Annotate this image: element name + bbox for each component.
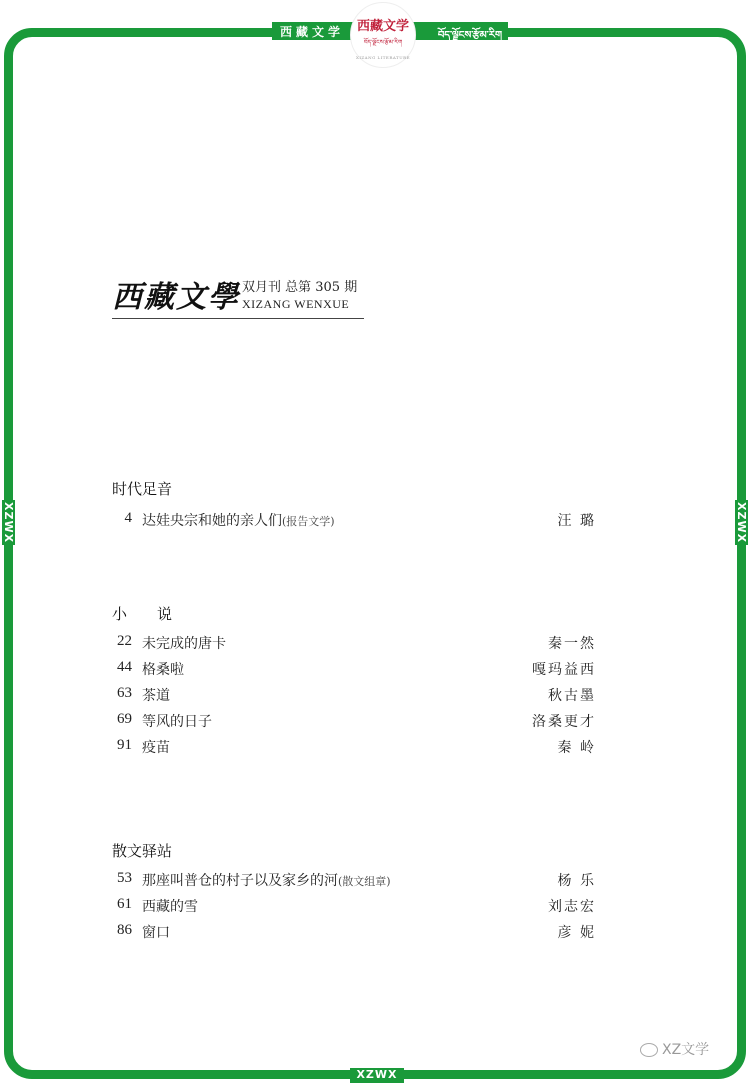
- toc-entry[interactable]: [112, 659, 596, 679]
- article-genre-note: (散文组章): [338, 875, 391, 888]
- author: 彦 妮: [557, 925, 596, 941]
- section-title: 时代足音: [112, 480, 173, 498]
- banner-title: 西藏文学: [280, 25, 345, 39]
- side-label-left: XZWX: [2, 502, 15, 544]
- toc-entry[interactable]: [112, 711, 596, 731]
- author: 杨 乐: [557, 873, 596, 889]
- author: 汪 璐: [557, 513, 596, 529]
- toc-entry[interactable]: [112, 896, 596, 916]
- page-number: 86: [117, 922, 132, 938]
- author: 秦 岭: [557, 740, 596, 756]
- masthead-logo: 西藏文學: [112, 280, 240, 315]
- emblem-tibetan: བོད་ལྗོངས་རྩོམ་རིག: [363, 39, 403, 46]
- toc-entry[interactable]: [112, 633, 596, 653]
- toc-entry[interactable]: [112, 685, 596, 705]
- toc-entry[interactable]: [112, 922, 596, 942]
- toc-entry[interactable]: [112, 510, 596, 530]
- article-title: 疫苗: [142, 740, 170, 756]
- article-title: 等风的日子: [142, 714, 212, 730]
- masthead: [112, 272, 364, 319]
- issue-number: 双月刊 总第 305 期: [242, 280, 358, 295]
- wechat-icon: [640, 1043, 658, 1057]
- author: 刘志宏: [548, 899, 596, 915]
- toc-entry[interactable]: [112, 870, 596, 890]
- page-number: 63: [117, 685, 132, 701]
- watermark: [640, 1039, 709, 1059]
- author: 秦一然: [548, 636, 596, 652]
- author: 秋古墨: [548, 688, 596, 704]
- article-title: 西藏的雪: [142, 899, 198, 915]
- section-title: 小 说: [112, 605, 173, 623]
- page-number: 22: [117, 633, 132, 649]
- article-title: 茶道: [142, 688, 170, 704]
- watermark-text: XZ文学: [662, 1042, 710, 1058]
- page-number: 69: [117, 711, 132, 727]
- masthead-english: XIZANG WENXUE: [242, 297, 350, 311]
- article-title: 未完成的唐卡: [142, 636, 226, 652]
- article-title: 窗口: [142, 925, 170, 941]
- magazine-emblem-logo: [350, 2, 416, 68]
- article-title: 那座叫普仓的村子以及家乡的河(散文组章): [142, 873, 391, 889]
- side-label-right: XZWX: [735, 502, 748, 544]
- page-number: 44: [117, 659, 132, 675]
- author: 嘎玛益西: [532, 662, 596, 678]
- article-genre-note: (报告文学): [282, 515, 335, 528]
- emblem-english: XIZANG LITERATURE: [355, 55, 411, 60]
- banner-tibetan: བོད་ལྗོངས་རྩོམ་རིག: [437, 30, 502, 41]
- article-title: 格桑啦: [142, 662, 184, 678]
- toc-entry[interactable]: [112, 737, 596, 757]
- emblem-chinese: 西藏文学: [356, 19, 409, 34]
- section-title: 散文驿站: [112, 842, 173, 860]
- article-title: 达娃央宗和她的亲人们(报告文学): [142, 513, 335, 529]
- bottom-label: XZWX: [350, 1068, 404, 1083]
- author: 洛桑更才: [532, 714, 596, 730]
- page-number: 4: [124, 510, 132, 526]
- page-number: 61: [117, 896, 132, 912]
- page-number: 91: [117, 737, 132, 753]
- page-number: 53: [117, 870, 132, 886]
